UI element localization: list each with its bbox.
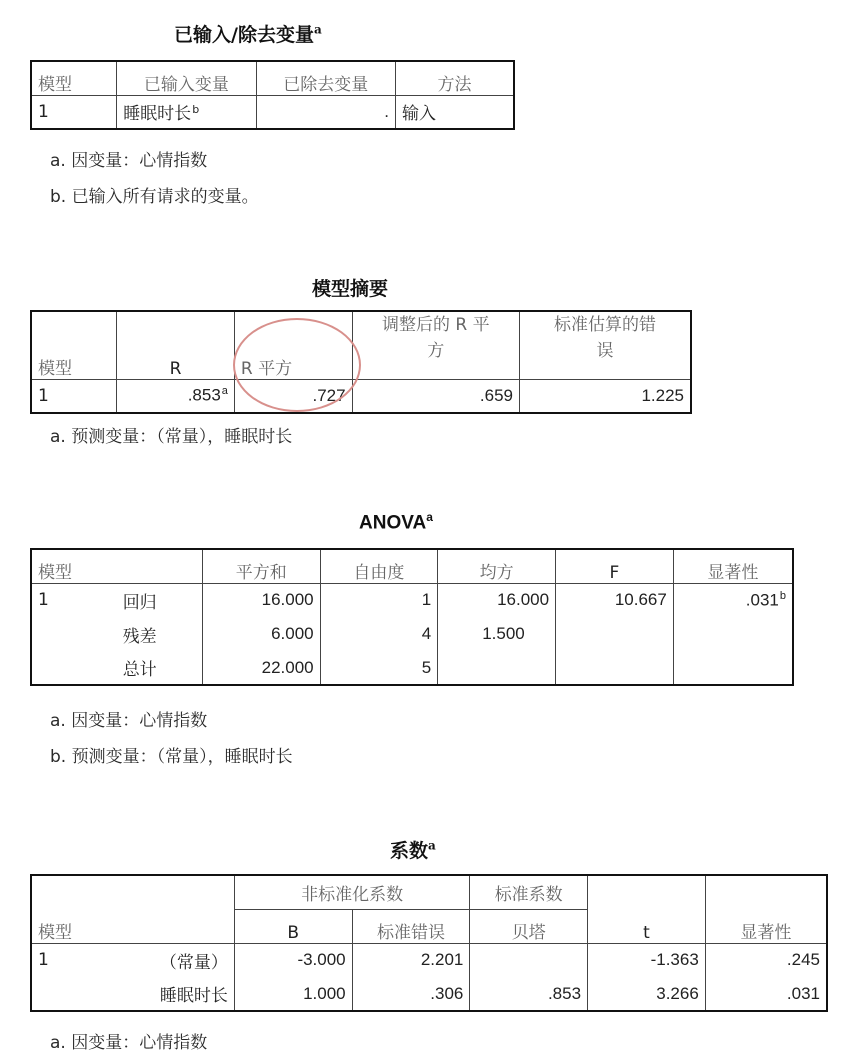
header-cell: B [234,909,352,943]
r-sup: a [221,385,228,398]
table-row [31,379,691,413]
sig-cell [673,617,793,651]
f-cell: 10.667 [556,583,674,617]
t1-title-sup: a [313,22,322,37]
entered-var-sup: b [192,102,200,116]
table-row [31,977,827,1011]
adj-r2-line2: 方 [427,341,445,361]
b-cell: -3.000 [234,943,352,977]
t2-note-a: a. 预测变量：（常量），睡眠时长 [50,427,293,447]
header-cell: 均方 [438,549,556,583]
b-cell: 1.000 [234,977,352,1011]
group-header-unstd: 非标准化系数 [234,875,469,909]
r2-cell: .727 [234,379,352,413]
anova-table [30,548,794,686]
t3-title-sup: a [426,510,433,524]
table-row [31,583,793,617]
method-cell: 输入 [395,95,514,129]
header-cell: 自由度 [320,549,438,583]
se-line2: 误 [596,341,614,361]
header-cell: 方法 [395,61,514,95]
header-cell: 显著性 [673,549,793,583]
t3-title [359,510,433,534]
se-cell: .306 [352,977,470,1011]
header-cell: 平方和 [202,549,320,583]
t1-note-a: a. 因变量：心情指数 [50,151,208,171]
header-cell: 模型 [31,311,117,379]
beta-cell: .853 [470,977,588,1011]
header-cell-adj-r2 [352,311,519,379]
sig-sup: b [779,589,786,602]
ms-cell: 1.500 [438,617,556,651]
row-label-cell: 睡眠时长 [117,977,235,1011]
row-label-cell: 回归 [117,583,203,617]
model-cell [31,617,117,651]
header-cell: R [117,311,235,379]
entered-var-text: 睡眠时长 [123,104,192,125]
table-row [31,651,793,685]
df-cell: 1 [320,583,438,617]
t1-title [174,20,322,47]
header-cell-se [520,311,692,379]
header-cell: 已除去变量 [256,61,395,95]
table-row [31,943,827,977]
coefficients-table [30,874,828,1012]
table-row [31,617,793,651]
beta-cell [470,943,588,977]
model-summary-table [30,310,692,414]
table-header-row [31,311,691,379]
header-cell: 模型 [31,875,234,943]
model-cell [31,977,117,1011]
header-cell: t [588,875,706,943]
header-cell: 已输入变量 [117,61,256,95]
t3-note-a: a. 因变量：心情指数 [50,711,208,731]
r-cell [117,379,235,413]
ms-cell [438,651,556,685]
header-cell: 模型 [31,549,202,583]
se-line1: 标准估算的错 [554,315,656,335]
table-header-row [31,61,514,95]
t4-title-text: 系数 [390,840,429,862]
adj-r2-line1: 调整后的 R 平 [381,315,490,335]
df-cell: 5 [320,651,438,685]
header-cell: 标准错误 [352,909,470,943]
t-cell: 3.266 [588,977,706,1011]
header-cell: F [556,549,674,583]
f-cell [556,617,674,651]
removed-var-cell: . [256,95,395,129]
row-label-cell: 残差 [117,617,203,651]
model-cell [31,651,117,685]
header-cell: 模型 [31,61,117,95]
ms-cell: 16.000 [438,583,556,617]
t3-note-b: b. 预测变量：（常量），睡眠时长 [50,747,293,767]
t4-title [390,836,436,863]
table-row [31,95,514,129]
t2-title: 模型摘要 [312,278,389,300]
t-cell: -1.363 [588,943,706,977]
header-cell: 贝塔 [470,909,588,943]
df-cell: 4 [320,617,438,651]
ss-cell: 6.000 [202,617,320,651]
ss-cell: 22.000 [202,651,320,685]
model-cell: 1 [31,379,117,413]
sig-cell [673,651,793,685]
se-cell: 1.225 [520,379,692,413]
t1-title-text: 已输入/除去变量 [174,24,314,46]
f-cell [556,651,674,685]
r-value: .853 [187,386,221,406]
entered-removed-table [30,60,515,130]
t3-title-text: ANOVA [359,512,427,534]
adj-r2-cell: .659 [352,379,519,413]
sig-value: .031 [745,590,779,610]
model-cell: 1 [31,943,117,977]
t1-note-b: b. 已输入所有请求的变量。 [50,187,259,207]
table-group-header-row [31,875,827,909]
row-label-cell: 总计 [117,651,203,685]
header-cell: R 平方 [234,311,352,379]
model-cell: 1 [31,95,117,129]
t4-title-sup: a [428,838,436,853]
table-header-row [31,549,793,583]
row-label-cell: （常量） [117,943,235,977]
header-cell: 显著性 [705,875,827,943]
model-cell: 1 [31,583,117,617]
sig-cell: .031 [705,977,827,1011]
sig-cell [673,583,793,617]
group-header-std: 标准系数 [470,875,588,909]
se-cell: 2.201 [352,943,470,977]
entered-var-cell [117,95,256,129]
sig-cell: .245 [705,943,827,977]
t4-note-a: a. 因变量：心情指数 [50,1033,208,1053]
ss-cell: 16.000 [202,583,320,617]
